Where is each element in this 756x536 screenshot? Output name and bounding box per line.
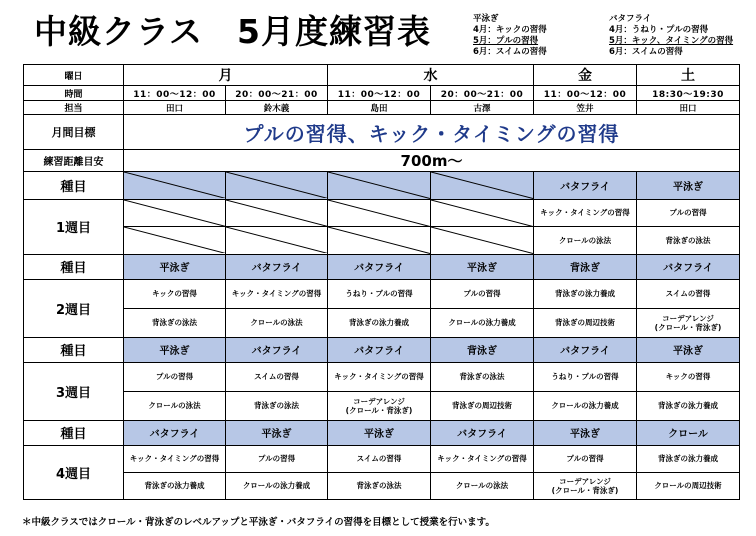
- note-line-current: 5月：キック、タイミングの習得: [609, 36, 734, 46]
- stroke-kind: バタフライ: [431, 420, 534, 445]
- lesson-item: クロールの泳力養成: [431, 308, 534, 337]
- day-header: 水: [328, 65, 534, 86]
- note-line: 4月：キックの習得: [473, 25, 547, 35]
- lesson-item: 背泳ぎの泳力養成: [637, 391, 740, 420]
- empty-slash-cell: [431, 172, 534, 200]
- empty-slash-cell: [431, 199, 534, 227]
- lesson-item: プルの習得: [124, 362, 226, 391]
- time-cell: 20：00～21：00: [431, 86, 534, 101]
- lesson-item: 背泳ぎの泳法: [124, 308, 226, 337]
- lesson-item: 背泳ぎの泳法: [431, 362, 534, 391]
- instructor-cell: 田口: [637, 101, 740, 115]
- monthly-goal: プルの習得、キック・タイミングの習得: [124, 115, 740, 150]
- lesson-item: コーデアレンジ (クロール・背泳ぎ): [534, 472, 637, 499]
- weekday-label: 曜日: [24, 65, 124, 86]
- stroke-kind: バタフライ: [534, 172, 637, 200]
- lesson-item: 背泳ぎの泳法: [328, 472, 431, 499]
- lesson-item: クロールの泳力養成: [534, 391, 637, 420]
- kind-label: 種目: [24, 337, 124, 362]
- time-cell: 20：00～21：00: [226, 86, 328, 101]
- lesson-item: キック・タイミングの習得: [534, 199, 637, 227]
- week1-label: 1週目: [24, 199, 124, 254]
- stroke-kind: 背泳ぎ: [534, 254, 637, 279]
- empty-slash-cell: [226, 199, 328, 227]
- note-line: 平泳ぎ: [473, 14, 499, 24]
- time-cell: 11：00～12：00: [534, 86, 637, 101]
- note-line: 4月：うねり・プルの習得: [609, 25, 709, 35]
- lesson-item: 背泳ぎの周辺技術: [534, 308, 637, 337]
- stroke-kind: 平泳ぎ: [124, 254, 226, 279]
- lesson-item: 背泳ぎの周辺技術: [431, 391, 534, 420]
- stroke-kind: クロール: [637, 420, 740, 445]
- distance-value: 700m～: [124, 150, 740, 172]
- note-line: バタフライ: [609, 14, 652, 24]
- lesson-item: プルの習得: [534, 445, 637, 472]
- stroke-kind: 平泳ぎ: [226, 420, 328, 445]
- note-line: 6月：スイムの習得: [473, 47, 547, 57]
- lesson-item: クロールの泳法: [226, 308, 328, 337]
- instructor-cell: 鈴木義: [226, 101, 328, 115]
- time-cell: 11：00～12：00: [328, 86, 431, 101]
- empty-slash-cell: [226, 172, 328, 200]
- lesson-item: うねり・プルの習得: [328, 279, 431, 308]
- empty-slash-cell: [328, 227, 431, 255]
- kind-label: 種目: [24, 172, 124, 200]
- note-line: 6月：スイムの習得: [609, 47, 683, 57]
- lesson-item: クロールの泳力養成: [226, 472, 328, 499]
- kind-label: 種目: [24, 254, 124, 279]
- lesson-item: キック・タイミングの習得: [124, 445, 226, 472]
- empty-slash-cell: [124, 172, 226, 200]
- stroke-kind: バタフライ: [328, 337, 431, 362]
- time-cell: 11：00～12：00: [124, 86, 226, 101]
- empty-slash-cell: [328, 172, 431, 200]
- schedule-table: [23, 64, 740, 500]
- stroke-kind: バタフライ: [637, 254, 740, 279]
- lesson-item: スイムの習得: [226, 362, 328, 391]
- week3-label: 3週目: [24, 362, 124, 420]
- instructor-cell: 古澤: [431, 101, 534, 115]
- breaststroke-notes: [473, 14, 547, 58]
- distance-label: 練習距離目安: [24, 150, 124, 172]
- instructor-cell: 笠井: [534, 101, 637, 115]
- time-label: 時間: [24, 86, 124, 101]
- stroke-kind: 平泳ぎ: [637, 172, 740, 200]
- lesson-item: 背泳ぎの泳力養成: [328, 308, 431, 337]
- page-title: 中級クラス 5月度練習表: [34, 12, 431, 51]
- week4-label: 4週目: [24, 445, 124, 499]
- lesson-item: プルの習得: [226, 445, 328, 472]
- lesson-item: コーデアレンジ (クロール・背泳ぎ): [328, 391, 431, 420]
- stroke-kind: バタフライ: [534, 337, 637, 362]
- lesson-item: クロールの周辺技術: [637, 472, 740, 499]
- lesson-item: スイムの習得: [637, 279, 740, 308]
- stroke-kind: 平泳ぎ: [328, 420, 431, 445]
- stroke-kind: バタフライ: [124, 420, 226, 445]
- day-header: 月: [124, 65, 328, 86]
- lesson-item: キックの習得: [124, 279, 226, 308]
- instructor-cell: 島田: [328, 101, 431, 115]
- stroke-kind: 平泳ぎ: [124, 337, 226, 362]
- empty-slash-cell: [431, 227, 534, 255]
- lesson-item: 背泳ぎの泳力養成: [124, 472, 226, 499]
- lesson-item: スイムの習得: [328, 445, 431, 472]
- lesson-item: キック・タイミングの習得: [431, 445, 534, 472]
- instructor-label: 担当: [24, 101, 124, 115]
- lesson-item: キックの習得: [637, 362, 740, 391]
- lesson-item: クロールの泳法: [431, 472, 534, 499]
- empty-slash-cell: [328, 199, 431, 227]
- lesson-item: うねり・プルの習得: [534, 362, 637, 391]
- day-header: 土: [637, 65, 740, 86]
- lesson-item: 背泳ぎの泳法: [637, 227, 740, 255]
- lesson-item: 背泳ぎの泳力養成: [637, 445, 740, 472]
- day-header: 金: [534, 65, 637, 86]
- time-cell: 18:30～19:30: [637, 86, 740, 101]
- lesson-item: クロールの泳法: [534, 227, 637, 255]
- kind-label: 種目: [24, 420, 124, 445]
- lesson-item: プルの習得: [637, 199, 740, 227]
- footnote: ＊中級クラスではクロール・背泳ぎのレベルアップと平泳ぎ・バタフライの習得を目標として授業を行います。: [22, 517, 495, 528]
- week2-label: 2週目: [24, 279, 124, 337]
- lesson-item: クロールの泳法: [124, 391, 226, 420]
- butterfly-notes: [609, 14, 733, 58]
- note-line-current: 5月：プルの習得: [473, 36, 539, 46]
- stroke-kind: 背泳ぎ: [431, 337, 534, 362]
- stroke-kind: バタフライ: [328, 254, 431, 279]
- stroke-kind: 平泳ぎ: [637, 337, 740, 362]
- stroke-kind: 平泳ぎ: [431, 254, 534, 279]
- empty-slash-cell: [124, 199, 226, 227]
- lesson-item: 背泳ぎの泳法: [226, 391, 328, 420]
- lesson-item: 背泳ぎの泳力養成: [534, 279, 637, 308]
- instructor-cell: 田口: [124, 101, 226, 115]
- lesson-item: キック・タイミングの習得: [226, 279, 328, 308]
- stroke-kind: バタフライ: [226, 337, 328, 362]
- lesson-item: プルの習得: [431, 279, 534, 308]
- goal-label: 月間目標: [24, 115, 124, 150]
- empty-slash-cell: [124, 227, 226, 255]
- empty-slash-cell: [226, 227, 328, 255]
- stroke-kind: 平泳ぎ: [534, 420, 637, 445]
- lesson-item: コーデアレンジ (クロール・背泳ぎ): [637, 308, 740, 337]
- stroke-kind: バタフライ: [226, 254, 328, 279]
- lesson-item: キック・タイミングの習得: [328, 362, 431, 391]
